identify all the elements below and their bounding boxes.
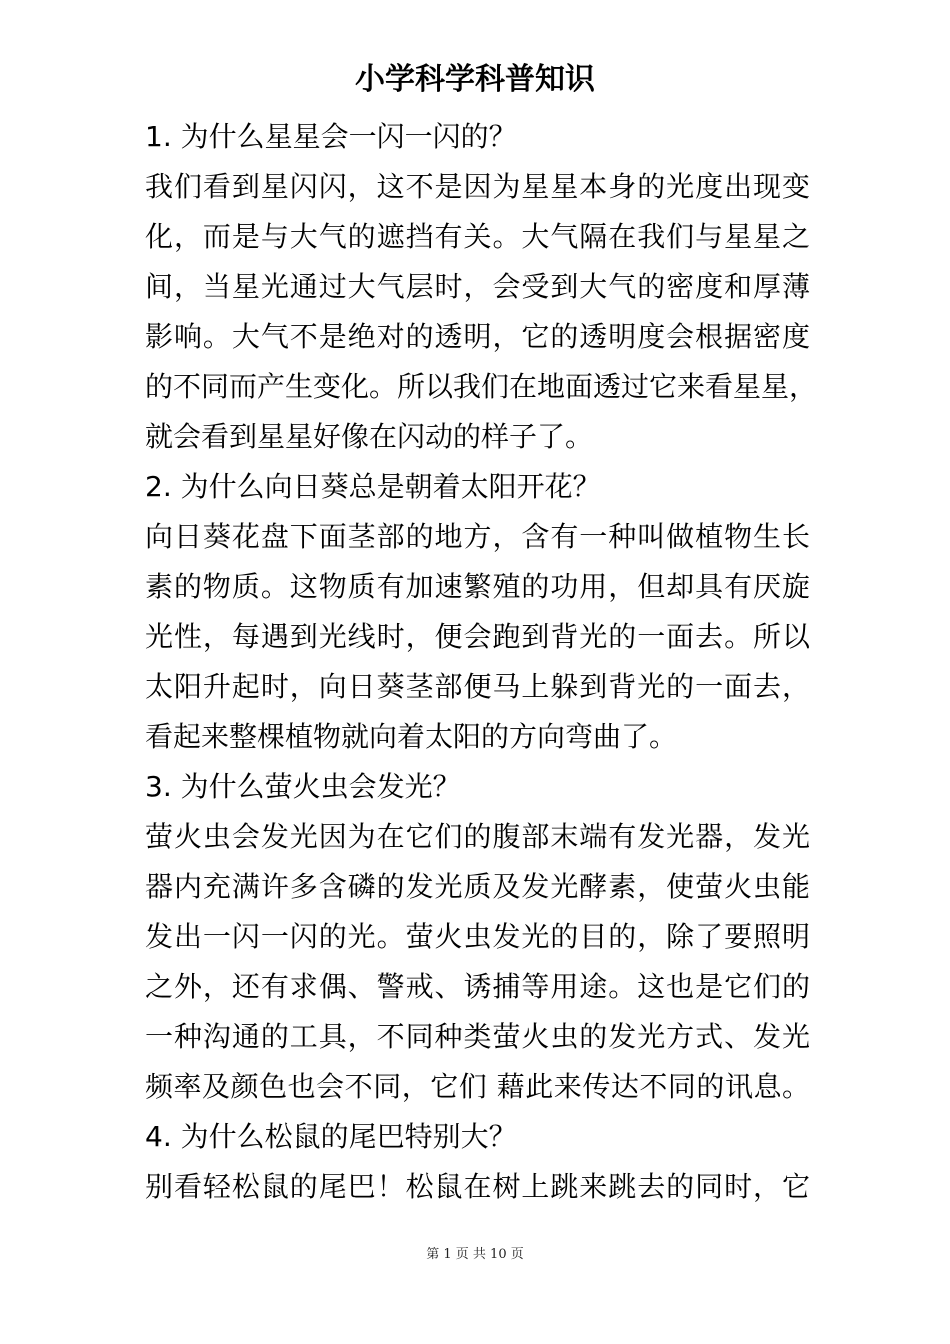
body-text-line: 发出一闪一闪的光。萤火虫发光的目的，除了要照明 <box>145 920 810 953</box>
body-text-line: 向日葵花盘下面茎部的地方，含有一种叫做植物生长 <box>145 520 810 553</box>
body-text-line: 一种沟通的工具，不同种类萤火虫的发光方式、发光 <box>145 1020 810 1053</box>
body-text-line: 就会看到星星好像在闪动的样子了。 <box>145 420 594 453</box>
body-text-line: 别看轻松鼠的尾巴！松鼠在树上跳来跳去的同时，它 <box>145 1170 810 1203</box>
question-heading: 1. 为什么星星会一闪一闪的？ <box>145 120 517 153</box>
body-text-line: 化，而是与大气的遮挡有关。大气隔在我们与星星之 <box>145 220 810 253</box>
question-heading: 4. 为什么松鼠的尾巴特别大？ <box>145 1120 517 1153</box>
page-title: 小学科学科普知识 <box>355 62 595 97</box>
body-text-line: 的不同而产生变化。所以我们在地面透过它来看星星， <box>145 370 818 403</box>
body-text-line: 间，当星光通过大气层时，会受到大气的密度和厚薄 <box>145 270 810 303</box>
body-text-line: 影响。大气不是绝对的透明，它的透明度会根据密度 <box>145 320 810 353</box>
body-text-line: 太阳升起时，向日葵茎部便马上躲到背光的一面去， <box>145 670 810 703</box>
body-text-line: 之外，还有求偶、警戒、诱捕等用途。这也是它们的 <box>145 970 810 1003</box>
document-body <box>145 112 818 1212</box>
body-text-line: 看起来整棵植物就向着太阳的方向弯曲了。 <box>145 720 678 753</box>
page-footer: 第 1 页 共 10 页 <box>426 1247 524 1262</box>
question-heading: 3. 为什么萤火虫会发光？ <box>145 770 461 803</box>
body-text-line: 光性，每遇到光线时，便会跑到背光的一面去。所以 <box>145 620 810 653</box>
body-text-line: 频率及颜色也会不同，它们 藉此来传达不同的讯息。 <box>145 1070 810 1103</box>
body-text-line: 素的物质。这物质有加速繁殖的功用，但却具有厌旋 <box>145 570 810 603</box>
body-text-line: 我们看到星闪闪，这不是因为星星本身的光度出现变 <box>145 170 810 203</box>
body-text-line: 萤火虫会发光因为在它们的腹部末端有发光器，发光 <box>145 820 810 853</box>
question-heading: 2. 为什么向日葵总是朝着太阳开花？ <box>145 470 601 503</box>
body-text-line: 器内充满许多含磷的发光质及发光酵素，使萤火虫能 <box>145 870 810 903</box>
